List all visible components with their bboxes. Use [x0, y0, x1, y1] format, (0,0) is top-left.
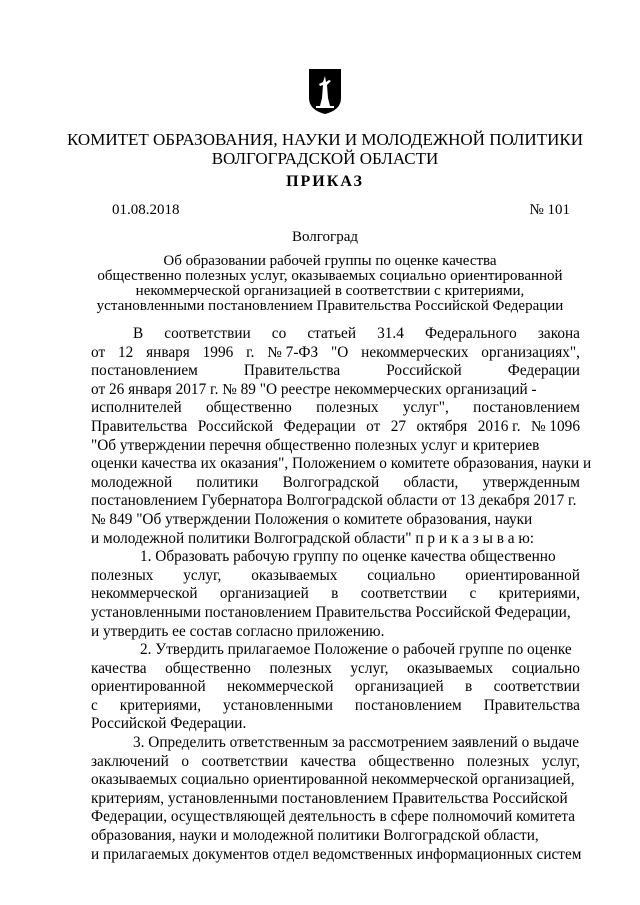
body-word: Федерации — [283, 417, 356, 435]
body-word: о — [181, 752, 189, 770]
body-word: некоммерческих — [361, 343, 469, 361]
body-line — [91, 790, 580, 809]
body-word: 1. Образовать рабочую группу по оценке качества общественно — [140, 548, 556, 566]
body-word: качества — [300, 752, 357, 770]
body-word: 1996 — [202, 343, 234, 361]
body-word: организациях", — [481, 343, 580, 361]
body-word: постановлением — [354, 696, 462, 714]
volgograd-coat-of-arms-icon — [308, 68, 342, 115]
body-word: соответствии — [201, 752, 288, 770]
body-word: № 849 "Об утверждении Положения о комитете образования, науки — [91, 510, 533, 528]
body-word: общественно — [165, 659, 251, 677]
body-line — [91, 623, 580, 642]
body-word: полезных — [91, 566, 154, 584]
body-word: утвержденным — [482, 473, 580, 491]
body-word: общественно — [368, 752, 455, 770]
body-word: Правительства — [483, 696, 580, 714]
organization-name-line: КОМИТЕТ ОБРАЗОВАНИЯ, НАУКИ И МОЛОДЕЖНОЙ ПОЛИТИКИ — [67, 130, 583, 149]
body-word: с — [91, 696, 98, 714]
body-line — [91, 437, 580, 456]
body-word: оказываемых — [407, 659, 494, 677]
body-line — [91, 344, 580, 363]
body-line — [91, 399, 580, 418]
body-word: и утвердить ее состав согласно приложению. — [91, 622, 385, 640]
body-word: установленными — [223, 696, 333, 714]
body-word: статьей — [307, 325, 357, 342]
body-word: января — [146, 343, 190, 361]
body-line — [91, 753, 580, 772]
body-line — [91, 678, 580, 697]
body-word: социально — [511, 659, 580, 677]
body-word: 12 — [117, 343, 134, 361]
body-word: Российской — [197, 417, 274, 435]
body-word: организацией — [354, 678, 444, 696]
body-word: постановлением — [473, 399, 580, 417]
body-word: "Об утверждении перечня общественно полезных услуг и критериев — [91, 436, 540, 454]
body-word: Федерального — [424, 325, 517, 342]
body-word: некоммерческой — [226, 678, 334, 696]
body-word: от — [366, 417, 381, 435]
body-word: полезных — [316, 399, 379, 417]
body-word: заключений — [91, 752, 169, 770]
document-city: Волгоград — [291, 229, 358, 245]
body-word: услуг", — [402, 399, 449, 417]
body-word: 31.4 — [377, 325, 404, 342]
body-word: постановлением — [91, 362, 198, 380]
body-line — [91, 381, 580, 400]
body-word: образования, науки и молодежной политики Волгоградской области, — [91, 827, 539, 845]
body-word: установленными постановлением Правительства Российской Федерации, — [91, 603, 571, 621]
body-line — [91, 511, 580, 530]
body-line — [91, 808, 580, 827]
body-line — [91, 325, 580, 344]
body-line — [91, 585, 580, 604]
body-word: и прилагаемых документов отдел ведомственных информационных систем — [91, 845, 582, 863]
body-line — [91, 734, 580, 753]
body-word: от 26 января 2017 г. № 89 "О реестре некоммерческих организаций - — [91, 380, 537, 398]
body-word: Российской Федерации. — [91, 715, 247, 733]
body-word: критериям, установленными постановлением Правительства Российской — [91, 789, 568, 807]
body-line — [91, 846, 580, 865]
body-word: постановлением Губернатора Волгоградской области от 13 декабря 2017 г. — [91, 492, 577, 510]
body-line — [91, 771, 580, 790]
body-word: соответствии — [164, 325, 251, 342]
body-word: 3. Определить ответственным за рассмотрением заявлений о выдаче — [133, 734, 580, 752]
body-word: молодежной — [91, 473, 173, 491]
body-line — [91, 567, 580, 586]
body-word: Правительства — [91, 417, 188, 435]
body-word: некоммерческой — [91, 585, 198, 603]
body-word: политики — [196, 473, 259, 491]
body-line — [91, 697, 580, 716]
body-word: октября — [416, 417, 468, 435]
body-word: организацией — [219, 585, 309, 603]
body-word: со — [271, 325, 287, 342]
body-word: № 7-ФЗ — [267, 343, 319, 361]
body-word: Федерации, осуществляющей деятельность в сфере полномочий комитета — [91, 808, 576, 826]
organization-name — [60, 130, 590, 168]
body-word: Волгоградской — [282, 473, 380, 491]
body-word: № 1096 — [530, 417, 580, 435]
body-word: услуг, — [183, 566, 222, 584]
body-word: полезных — [269, 659, 332, 677]
body-line — [91, 530, 580, 549]
subject-line: установленными постановлением Правительства Российской Федерации — [96, 298, 564, 314]
subject-line: общественно полезных услуг, оказываемых социально ориентированной — [97, 268, 563, 284]
body-word: полезных — [466, 752, 530, 770]
body-line — [91, 604, 580, 623]
body-word: ориентированной — [91, 678, 206, 696]
document-body — [91, 325, 592, 864]
body-word: ориентированной — [465, 566, 580, 584]
subject-line: некоммерческой организацией в соответствии с критериями, — [135, 283, 525, 299]
body-word: соответствии — [493, 678, 580, 696]
body-word: услуг, — [541, 752, 580, 770]
body-word: г. — [246, 343, 255, 361]
document-date: 01.08.2018 — [112, 202, 180, 218]
body-word: оказываемых — [251, 566, 338, 584]
body-word: Федерации — [507, 362, 580, 380]
body-word: Правительства — [243, 362, 341, 380]
body-line — [91, 455, 592, 474]
document-subject — [60, 254, 600, 314]
body-line — [91, 362, 580, 381]
body-word: Российской — [386, 362, 462, 380]
body-line — [91, 548, 580, 567]
body-line — [91, 492, 580, 511]
body-word: общественно — [206, 399, 292, 417]
body-word: с — [469, 585, 477, 603]
body-word: и молодежной политики Волгоградской области" п р и к а з ы в а ю: — [91, 529, 535, 547]
body-word: 2. Утвердить прилагаемое Положение о рабочей группе по оценке — [140, 641, 572, 659]
body-word: оценки качества их оказания", Положением о комитете образования, науки и — [91, 455, 592, 473]
body-line — [91, 474, 580, 493]
body-line — [91, 827, 580, 846]
body-word: в — [465, 678, 473, 696]
document-type-title: ПРИКАЗ — [286, 173, 364, 190]
document-number: № 101 — [529, 202, 570, 218]
body-word: критериями, — [119, 696, 202, 714]
body-line — [91, 418, 580, 437]
body-word: в — [331, 585, 339, 603]
body-word: социально — [367, 566, 436, 584]
body-word: области, — [403, 473, 459, 491]
body-word: 27 — [390, 417, 407, 435]
body-word: качества — [91, 659, 147, 677]
body-line — [91, 641, 580, 660]
body-line — [91, 660, 580, 679]
body-word: 2016 г. — [477, 417, 521, 435]
subject-line: Об образовании рабочей группы по оценке качества — [163, 253, 497, 269]
body-word: "О — [331, 343, 349, 361]
organization-name-line: ВОЛГОГРАДСКОЙ ОБЛАСТИ — [211, 149, 439, 168]
body-line — [91, 715, 580, 734]
body-word: услуг, — [350, 659, 389, 677]
body-word: соответствии — [360, 585, 448, 603]
body-word: оказываемых социально ориентированной некоммерческой организацией, — [91, 771, 575, 789]
body-word: от — [91, 343, 106, 361]
body-word: критериями, — [498, 585, 580, 603]
body-word: закона — [537, 325, 580, 342]
body-word: исполнителей — [91, 399, 182, 417]
body-word: В — [133, 325, 144, 342]
